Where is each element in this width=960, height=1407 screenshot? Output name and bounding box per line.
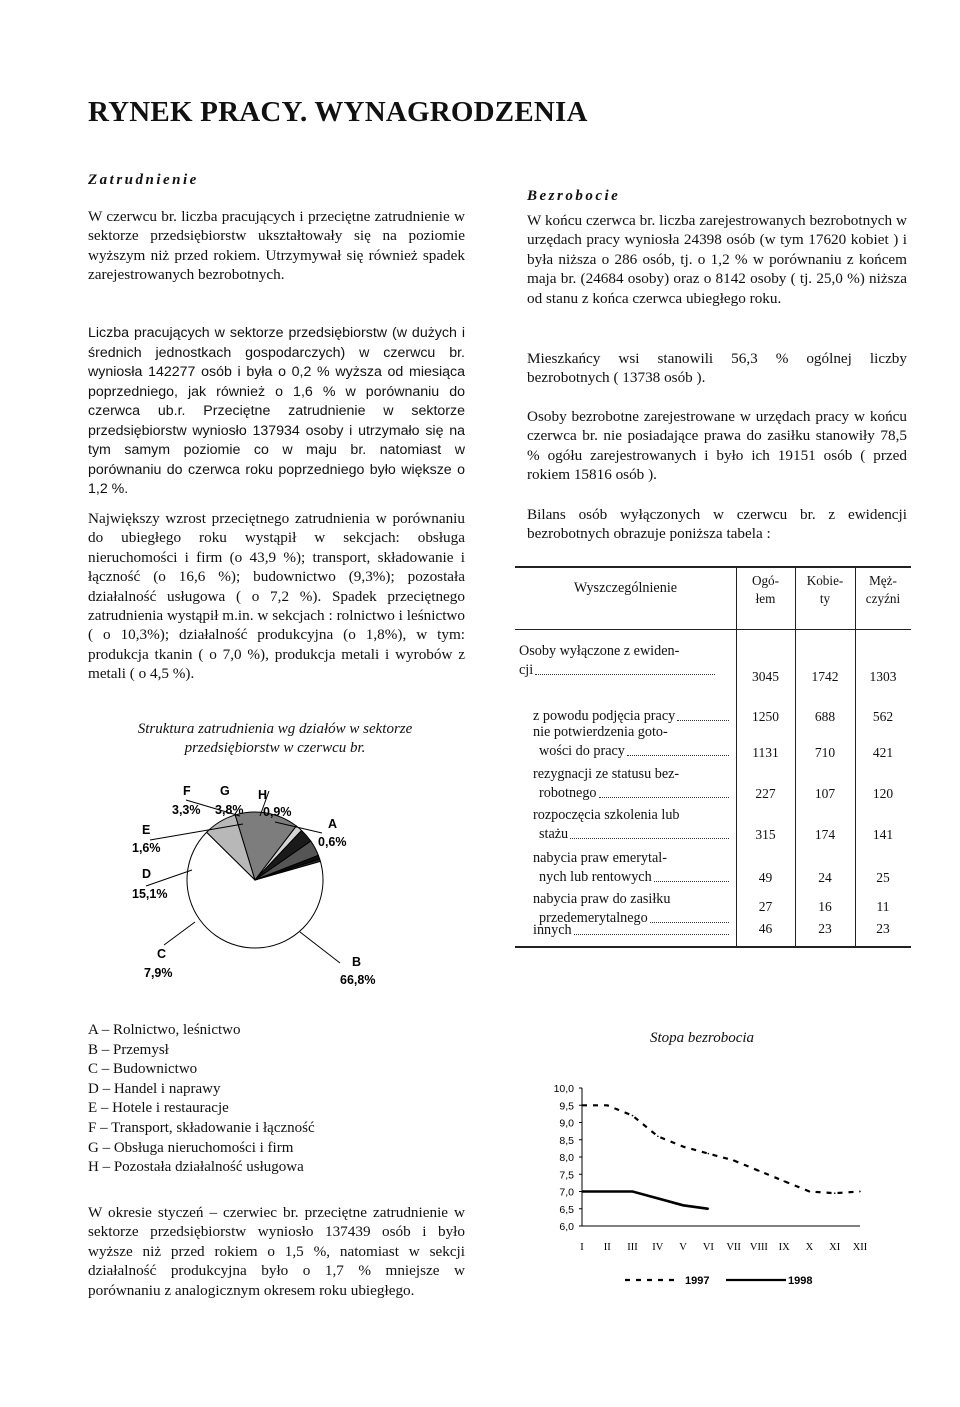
legend-item-c: C – Budownictwo xyxy=(88,1061,198,1078)
y-tick-label: 10,0 xyxy=(553,1083,574,1095)
y-tick-label: 8,0 xyxy=(559,1152,574,1164)
table-cell: 1742 xyxy=(811,669,839,684)
unemployment-paragraph-2: Mieszkańcy wsi stanowili 56,3 % ogólnej liczby bezrobotnych ( 13738 osób ). xyxy=(527,350,907,387)
unemployment-paragraph-3: Osoby bezrobotne zarejestrowane w urzędach pracy w końcu czerwca br. nie posiadające prawa do zasiłku stanowiły 78,5 % ogółu zarejestrowanych i było ich 19151 osób ( przed rokiem 15816 osób ). xyxy=(527,408,907,484)
table-cell: 227 xyxy=(755,786,776,801)
pie-value-E: 1,6% xyxy=(132,841,161,855)
table-header-label: Wyszczególnienie xyxy=(573,580,678,596)
table-header-women: Kobie- ty xyxy=(806,573,844,606)
line-legend xyxy=(625,1275,812,1287)
x-tick-label: XI xyxy=(829,1242,841,1253)
table-cell: 27 xyxy=(758,899,773,914)
data-point-1997 xyxy=(834,1192,836,1194)
line-axes xyxy=(554,1083,868,1253)
table-row-label: nie potwierdzenia goto- wości do pracy xyxy=(533,723,729,761)
table-cell: 23 xyxy=(876,921,890,936)
pie-value-D: 15,1% xyxy=(132,887,168,901)
pie-label-H: H xyxy=(258,788,268,802)
pie-slices xyxy=(187,812,323,948)
data-point-1997 xyxy=(733,1160,735,1162)
table-row-label: Osoby wyłączone z ewiden- cji xyxy=(519,642,715,680)
table-cell: 16 xyxy=(818,899,832,914)
pie-value-H: 0,9% xyxy=(263,805,292,819)
data-point-1997 xyxy=(632,1115,634,1117)
unemployment-heading: Bezrobocie xyxy=(527,188,621,204)
table-cell: 25 xyxy=(876,870,890,885)
data-point-1998 xyxy=(657,1198,659,1200)
x-tick-label: III xyxy=(627,1242,638,1253)
pie-label-C: C xyxy=(157,947,167,961)
table-cell: 23 xyxy=(818,921,832,936)
pie-chart xyxy=(100,770,440,1000)
pie-label-F: F xyxy=(183,784,191,798)
line-chart xyxy=(530,1070,870,1300)
employment-heading: Zatrudnienie xyxy=(88,172,199,188)
table-row-label: nabycia praw emerytal- nych lub rentowych xyxy=(533,849,729,887)
legend-item-g: G – Obsługa nieruchomości i firm xyxy=(88,1139,294,1156)
legend-label-1998: 1998 xyxy=(788,1275,813,1287)
table-cell: 174 xyxy=(814,827,836,842)
unemployment-paragraph-4: Bilans osób wyłączonych w czerwcu br. z ewidencji bezrobotnych obrazuje poniższa tabela : xyxy=(527,506,907,543)
data-point-1998 xyxy=(581,1191,583,1193)
data-point-1997 xyxy=(581,1104,583,1106)
table-cell: 1303 xyxy=(869,669,897,684)
legend-item-a: A – Rolnictwo, leśnictwo xyxy=(88,1022,241,1038)
y-tick-label: 9,5 xyxy=(559,1100,574,1113)
table-header-men: Męż- czyźni xyxy=(865,573,901,606)
x-tick-label: IX xyxy=(778,1242,790,1253)
table-cell: 3045 xyxy=(752,669,779,684)
data-point-1997 xyxy=(809,1191,811,1193)
x-tick-label: X xyxy=(805,1242,814,1253)
table-row-label: rozpoczęcia szkolenia lub stażu xyxy=(533,806,729,844)
data-point-1998 xyxy=(606,1191,608,1193)
legend-item-b: B – Przemysł xyxy=(88,1041,169,1058)
line-chart-title: Stopa bezrobocia xyxy=(650,1030,755,1046)
page-title: RYNEK PRACY. WYNAGRODZENIA xyxy=(88,96,588,128)
data-point-1997 xyxy=(606,1104,608,1106)
table-cell: 315 xyxy=(755,827,776,842)
data-point-1997 xyxy=(758,1170,760,1172)
pie-legend xyxy=(88,1021,315,1178)
legend-item-d: D – Handel i naprawy xyxy=(88,1080,221,1097)
legend-item-e: E – Hotele i restauracje xyxy=(88,1100,229,1117)
table-row-label: nabycia praw do zasiłku przedemerytalnego xyxy=(533,890,729,928)
y-tick-label: 7,5 xyxy=(559,1169,574,1182)
employment-paragraph-3: Największy wzrost przeciętnego zatrudnienia w porównaniu do ubiegłego roku wystąpił w sekcjach: obsługa nieruchomości i firm (o 43,9 %); transport, składowanie i łączność (o 16,6 %); budownictwo (9,3%); pozostała działalność usługowa ( o 7,2 %). Spadek przeciętnego zatrudnienia wystąpił m.in. w sekcjach : rolnictwo i leśnictwo ( o 10,3%); działalność produkcyjna (o 1,8%), w tym: produkcja tkanin ( o 7,0 %), produkcja metali i wyrobów z metali ( o 4,5 %). xyxy=(88,510,465,683)
table-cell: 49 xyxy=(758,870,773,885)
x-tick-label: IV xyxy=(652,1242,664,1253)
x-tick-label: II xyxy=(603,1242,611,1253)
pie-label-E: E xyxy=(142,823,151,837)
pie-label-B: B xyxy=(352,955,362,969)
employment-paragraph-1: W czerwcu br. liczba pracujących i przeciętne zatrudnienie w sektorze przedsiębiorstw ukształtowały się na poziomie wyższym niż przed rokiem. Utrzymywał się również spadek zarejestrowanych bezrobotnych. xyxy=(88,208,465,284)
data-point-1997 xyxy=(783,1180,785,1182)
y-tick-label: 6,5 xyxy=(559,1203,574,1216)
employment-paragraph-4: W okresie styczeń – czerwiec br. przeciętne zatrudnienie w sektorze przedsiębiorstw wyniosło 137439 osób i było wyższe niż przed rokiem o 1,5 %, natomiast w sekcji działalność produkcyjna było o 1,7 % mniejsze w porównaniu z analogicznym okresem roku ubiegłego. xyxy=(88,1204,465,1299)
pie-chart-title: Struktura zatrudnienia wg działów w sektorze przedsiębiorstw w czerwcu br. xyxy=(137,721,413,756)
legend-item-f: F – Transport, składowanie i łączność xyxy=(88,1119,315,1136)
x-tick-label: VI xyxy=(702,1242,714,1253)
table-cell: 562 xyxy=(872,709,894,724)
data-point-1997 xyxy=(657,1136,659,1138)
y-tick-label: 6,0 xyxy=(559,1221,574,1233)
table-cell: 46 xyxy=(758,921,773,936)
table-row-label: rezygnacji ze statusu bez- robotnego xyxy=(533,765,729,803)
pie-value-B: 66,8% xyxy=(340,973,376,987)
data-point-1997 xyxy=(708,1153,710,1155)
pie-label-D: D xyxy=(142,867,152,881)
table-cell: 107 xyxy=(814,786,836,801)
line-series xyxy=(581,1104,861,1209)
table-cell: 421 xyxy=(872,745,894,760)
table-row-label: innych xyxy=(533,921,729,940)
y-tick-label: 9,0 xyxy=(559,1117,574,1130)
table-cell: 1250 xyxy=(752,709,779,724)
x-tick-label: XII xyxy=(852,1242,868,1253)
y-tick-label: 8,5 xyxy=(559,1134,574,1147)
unemployment-paragraph-1: W końcu czerwca br. liczba zarejestrowanych bezrobotnych w urzędach pracy wyniosła 24398 osób (w tym 17620 kobiet ) i była niższa o 286 osób, tj. o 1,2 % w porównaniu z końcem maja br. (24684 osoby) oraz o 8142 osoby ( tj. 25,0 %) niższa od stanu z końca czerwca ubiegłego roku. xyxy=(527,212,907,307)
pie-label-A: A xyxy=(328,817,338,831)
series-line-1997 xyxy=(582,1105,860,1193)
x-tick-label: VII xyxy=(726,1242,741,1253)
data-point-1998 xyxy=(632,1191,634,1193)
data-point-1997 xyxy=(859,1191,861,1193)
pie-value-G: 3,8% xyxy=(215,803,244,817)
table-row-label: z powodu podjęcia pracy xyxy=(533,707,729,726)
table-cell: 688 xyxy=(814,709,836,724)
table-cell: 710 xyxy=(814,745,836,760)
table-cell: 141 xyxy=(872,827,894,842)
data-point-1998 xyxy=(682,1205,684,1207)
table-cell: 120 xyxy=(872,786,894,801)
legend-item-h: H – Pozostała działalność usługowa xyxy=(88,1159,304,1176)
legend-label-1997: 1997 xyxy=(685,1275,710,1287)
x-tick-label: VIII xyxy=(749,1242,768,1253)
data-point-1997 xyxy=(682,1146,684,1148)
table-header-total: Ogó- łem xyxy=(751,573,780,606)
series-line-1998 xyxy=(582,1192,708,1209)
pie-value-C: 7,9% xyxy=(144,966,173,980)
employment-paragraph-2: Liczba pracujących w sektorze przedsiębiorstw (w dużych i średnich jednostkach gospodarczych) w czerwcu br. wyniosła 142277 osób i była o 0,2 % wyższa od miesiąca poprzedniego, jak również o 1,6 % w porównaniu do czerwca ub.r. Przeciętne zatrudnienie w sektorze przedsiębiorstw wyniosło 137934 osoby i utrzymało się na tym samym poziomie co w maju br. natomiast w porównaniu do czerwca roku poprzedniego było większe o 1,2 %. xyxy=(88,325,465,497)
table-cell: 11 xyxy=(876,899,890,914)
table-cell: 24 xyxy=(818,870,832,885)
pie-label-G: G xyxy=(220,784,230,798)
pie-value-A: 0,6% xyxy=(318,835,347,849)
x-tick-label: I xyxy=(580,1242,584,1253)
table-cell: 1131 xyxy=(752,745,779,760)
y-tick-label: 7,0 xyxy=(559,1186,574,1199)
x-tick-label: V xyxy=(679,1242,687,1253)
pie-value-F: 3,3% xyxy=(172,803,201,817)
data-point-1998 xyxy=(708,1208,710,1210)
